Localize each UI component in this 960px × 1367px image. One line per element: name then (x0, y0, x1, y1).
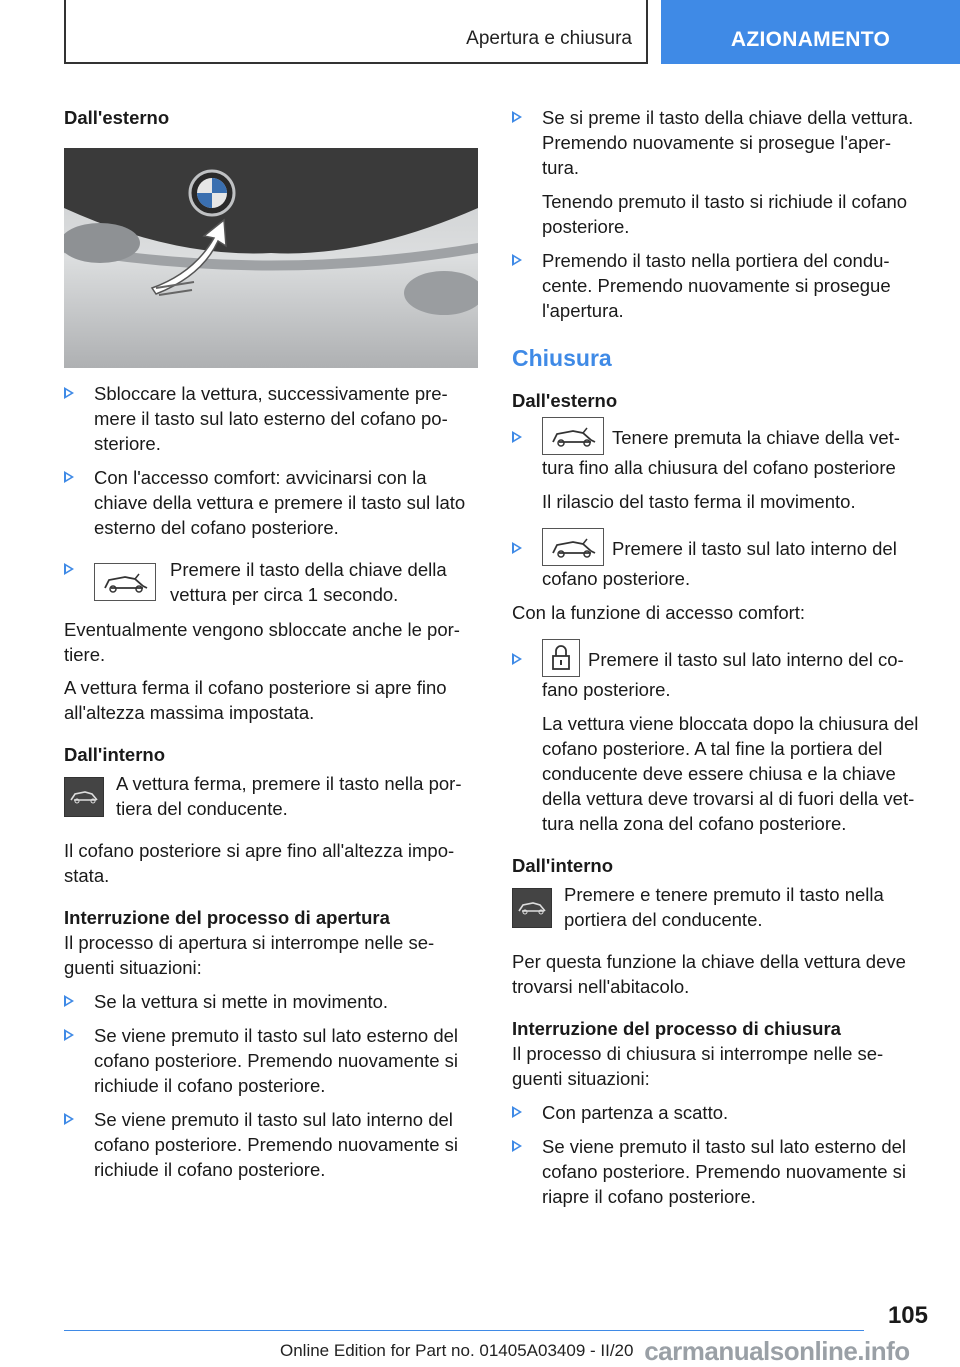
footer-edition (280, 1336, 910, 1367)
list-item (64, 465, 478, 540)
list-item (512, 248, 928, 323)
paragraph: Il processo di chiusura si interrompe nelle se-guenti situazioni: (512, 1043, 884, 1089)
paragraph: Tenendo premuto il tasto si richiude il cofano posteriore. (542, 191, 908, 237)
door-tailgate-button-icon (64, 777, 104, 817)
bullet-triangle-icon (512, 1140, 522, 1152)
list-item-text: Sbloccare la vettura, successivamente pre-mere il tasto sul lato esterno del cofano po-steriore. (94, 383, 448, 454)
list-item (64, 1107, 478, 1182)
bullet-triangle-icon (64, 387, 74, 399)
list-item-text: Con partenza a scatto. (542, 1102, 729, 1123)
footer-rule (64, 1330, 864, 1331)
page-number: 105 (887, 1302, 928, 1329)
heading-inside: Dall'interno (512, 855, 614, 876)
bullet-triangle-icon (512, 1106, 522, 1118)
list-item (64, 1023, 478, 1098)
list-item-text: Se viene premuto il tasto sul lato esterno del cofano posteriore. Premendo nuovamente si riapre il cofano posteriore. (542, 1136, 907, 1207)
section-title: Apertura e chiusura (466, 28, 632, 49)
heading-closing: Chiusura (512, 345, 612, 371)
heading-outside: Dall'esterno (64, 107, 170, 128)
heading-outside: Dall'esterno (512, 390, 618, 411)
tailgate-close-button-icon (542, 528, 604, 566)
paragraph: Eventualmente vengono sbloccate anche le por-tiere. (64, 619, 460, 665)
list-item (512, 425, 928, 480)
list-item (512, 1100, 928, 1125)
right-column (512, 100, 928, 1209)
list-item-text: Premere il tasto sul lato interno del cofano posteriore. (542, 538, 897, 589)
paragraph: La vettura viene bloccata dopo la chiusura del cofano posteriore. A tal fine la portiera del conducente deve essere chiusa e la chiave della vettura deve trovarsi al di fuori della vet-tura nella zona del cofano posteriore. (542, 713, 919, 834)
bullet-triangle-icon (64, 1113, 74, 1125)
bullet-triangle-icon (64, 471, 74, 483)
paragraph: Il cofano posteriore si apre fino all'altezza impo-stata. (64, 840, 455, 886)
list-item (512, 647, 928, 702)
page-header (64, 0, 960, 66)
list-item (512, 536, 928, 591)
list-item (64, 381, 478, 456)
left-column (64, 100, 478, 1182)
list-item-text: Premere il tasto della chiave della vettura per circa 1 secondo. (170, 559, 447, 605)
list-item-text: Con l'accesso comfort: avvicinarsi con la chiave della vettura e premere il tasto sul lato esterno del cofano posteriore. (94, 467, 466, 538)
paragraph: Il rilascio del tasto ferma il movimento. (542, 491, 856, 512)
heading-inside: Dall'interno (64, 744, 166, 765)
bullet-triangle-icon (512, 653, 522, 665)
list-item-text: Se la vettura si mette in movimento. (94, 991, 389, 1012)
header-section-box (64, 0, 648, 64)
lock-button-icon (542, 639, 580, 677)
tailgate-illustration (64, 148, 478, 368)
bullet-triangle-icon (64, 995, 74, 1007)
list-item (64, 989, 478, 1014)
chapter-tab (661, 0, 960, 64)
list-item-text: Premere il tasto sul lato interno del co-fano posteriore. (542, 649, 904, 700)
list-item (512, 105, 928, 180)
paragraph: Con la funzione di accesso comfort: (512, 602, 806, 623)
paragraph: A vettura ferma il cofano posteriore si apre fino all'altezza massima impostata. (64, 677, 447, 723)
list-item-text: Premendo il tasto nella portiera del condu-cente. Premendo nuovamente si prosegue l'apertura. (542, 250, 891, 321)
instruction-text: A vettura ferma, premere il tasto nella por-tiera del conducente. (116, 773, 462, 819)
chapter-title: AZIONAMENTO (730, 28, 891, 51)
tailgate-key-button-icon (542, 417, 604, 455)
heading-interrupt-closing: Interruzione del processo di chiusura (512, 1018, 841, 1039)
tailgate-key-button-icon (94, 563, 156, 601)
door-tailgate-button-icon (512, 888, 552, 928)
bullet-triangle-icon (512, 542, 522, 554)
heading-interrupt-opening: Interruzione del processo di apertura (64, 907, 390, 928)
bullet-triangle-icon (64, 563, 74, 575)
bullet-triangle-icon (512, 111, 522, 123)
bullet-triangle-icon (512, 254, 522, 266)
list-item (64, 557, 478, 607)
list-item-text: Tenere premuta la chiave della vet-tura fino alla chiusura del cofano posteriore (542, 427, 900, 478)
list-item-text: Se viene premuto il tasto sul lato esterno del cofano posteriore. Premendo nuovamente si richiude il cofano posteriore. (94, 1025, 459, 1096)
inside-instruction (512, 882, 928, 932)
watermark-text: carmanualsonline.info (644, 1336, 910, 1366)
bullet-triangle-icon (64, 1029, 74, 1041)
paragraph: Per questa funzione la chiave della vettura deve trovarsi nell'abitacolo. (512, 951, 906, 997)
paragraph: Il processo di apertura si interrompe nelle se-guenti situazioni: (64, 932, 435, 978)
list-item-text: Se viene premuto il tasto sul lato interno del cofano posteriore. Premendo nuovamente si richiude il cofano posteriore. (94, 1109, 459, 1180)
inside-instruction (64, 771, 478, 821)
list-item (512, 1134, 928, 1209)
bullet-triangle-icon (512, 431, 522, 443)
instruction-text: Premere e tenere premuto il tasto nella portiera del conducente. (564, 884, 884, 930)
tailgate-photo (64, 148, 478, 368)
edition-text: Online Edition for Part no. 01405A03409 - II/20 (280, 1341, 634, 1360)
list-item-text: Se si preme il tasto della chiave della vettura. Premendo nuovamente si prosegue l'aper-tura. (542, 107, 914, 178)
